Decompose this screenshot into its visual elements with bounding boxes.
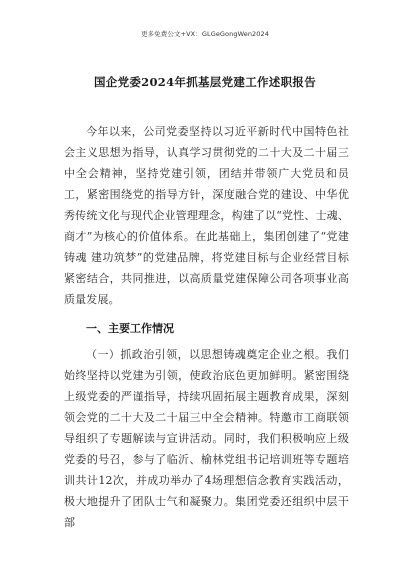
section-heading-main-work: 一、主要工作情况 (86, 322, 174, 335)
intro-paragraph: 今年以来，公司党委坚持以习近平新时代中国特色社会主义思想为指导，认真学习贯彻党的二十大及二十届三中全会精神，坚持党建引领，团结并带领广大党员和员工，紧密围绕党的指导方针，深度融合党的建设、中华优秀传统文化与现代企业管理理念，构建了以“党性、士魂、商才”为核心的价值体系。在此基础上，集团创建了“党建铸魂 建功筑梦”的党建品牌，将党建目标与企业经营目标紧密结合，共同推进，以高质量党建保障公司各项事业高质量发展。 (64, 125, 349, 306)
document-title: 国企党委2024年抓基层党建工作述职报告 (93, 75, 316, 89)
section-paragraph-political-leadership: （一）抓政治引领，以思想铸魂奠定企业之根。我们始终坚持以党建为引领，使政治底色更加鲜明。紧密围绕上级党委的严谨指导，持续巩固拓展主题教育成果，深刻领会党的二十大及二十届三中全会精神。特邀市工商联领导组织了专题解读与宣讲活动。同时，我们积极响应上级党委的号召，参与了临沂、榆林党组书记培训班等专题培训共计12次，并成功举办了4场理想信念教育实践活动，极大地提升了团队士气和凝聚力。集团党委还组织中层干部 (64, 348, 349, 529)
header-note: 更多免费公文+VX：GLGeGongWen2024 (140, 30, 269, 38)
